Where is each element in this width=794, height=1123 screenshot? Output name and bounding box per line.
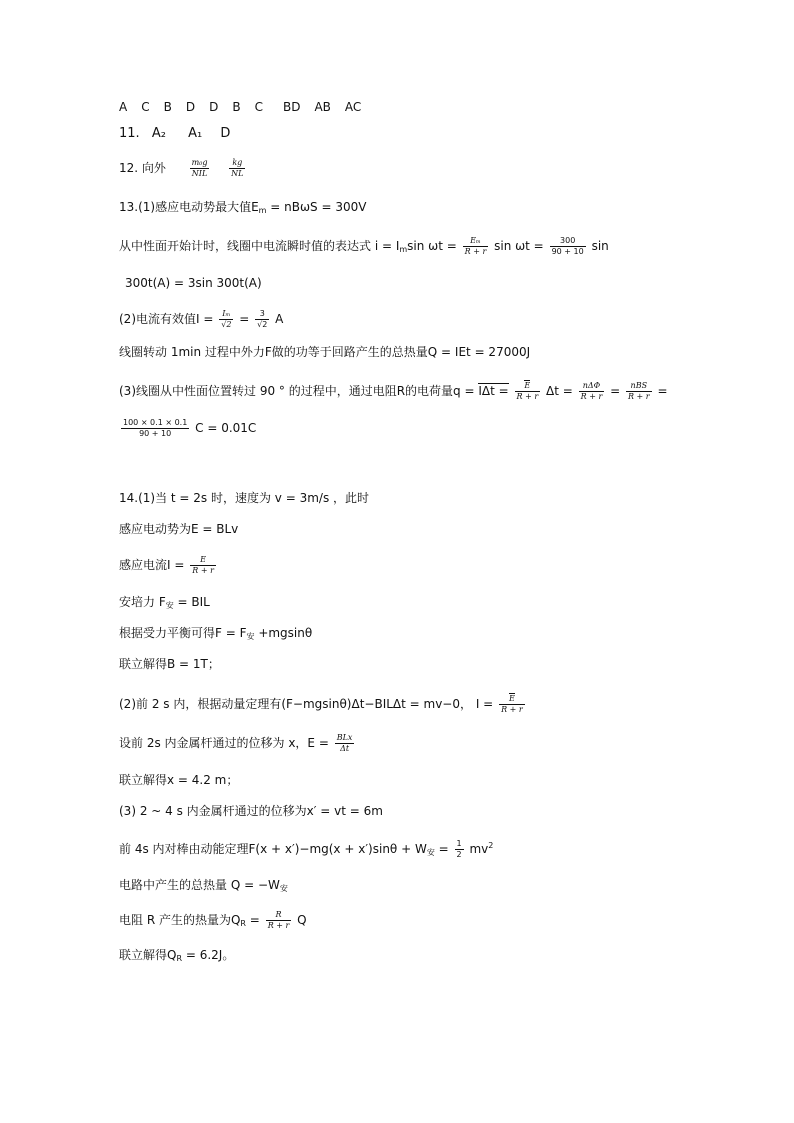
answer-choice: D: [209, 100, 219, 114]
q14-line-5: 根据受力平衡可得$F = F_安 +mgsin\theta$: [119, 626, 313, 641]
answer-choice: A: [119, 100, 128, 114]
answer-choice: B: [232, 100, 241, 114]
q13-line-5: 线圈转动 1min 过程中外力F做的功等于回路产生的总热量Q = IEt = 27000J: [119, 345, 531, 359]
q14-fraction-half: $\frac{1}{2}$: [456, 839, 462, 859]
q14-line-12: 电路中产生的总热量 $Q = -W_安$: [119, 878, 288, 893]
q14-line-14: 联立解得$Q_R = 6.2J$。: [119, 948, 235, 963]
q14-line-2: 感应电动势为E = BLv: [119, 522, 239, 536]
q14-line-9: 联立解得x = 4.2 m；: [119, 773, 239, 787]
q13-line-2: 从中性面开始计时，线圈中电流瞬时值的表达式 $i = I_m\sin$ ωt = $\frac{\text{Eₘ}}{R + r}$ sin ωt = $\frac{300}{90 + 10}$ sin: [119, 236, 609, 256]
q14-line-10: (3) 2 ~ 4 s 内金属杆通过的位移为x′ = vt = 6m: [119, 804, 383, 818]
answer-choice: AC: [344, 100, 362, 114]
answer-choice: BD: [282, 100, 301, 114]
answer-choice: B: [163, 100, 172, 114]
q13-fraction-flux: $\frac{\text{nΔΦ}}{R + r}$: [580, 381, 603, 401]
q13-fraction-300: $\frac{300}{90 + 10}$: [551, 236, 584, 256]
q12-fraction-1: $\frac{\text{m₀g}}{\text{NIL}}$: [191, 158, 208, 178]
q14-line-13: 电阻 R 产生的热量为$Q_R$ = $\frac{R}{R + r}$ Q: [119, 910, 307, 930]
q11-item: A₂: [151, 126, 166, 141]
q13-line-7: $\frac{100 \times 0.1 \times 0.1}{90 + 10}$ C = 0.01C: [123, 418, 257, 438]
q13-fraction-nbs: $\frac{\text{nBS}}{R + r}$: [627, 381, 650, 401]
q13-line-3: 300t(A) = 3sin 300t(A): [125, 276, 262, 290]
q13-fraction-3: $\frac{3}{√2}$: [257, 309, 268, 329]
q13-line-1: 13.(1)感应电动势最大值$E_m = nB\omega S = 300V$: [119, 200, 367, 215]
answer-choice: C: [141, 100, 150, 114]
q12-label: 12. 向外: [119, 161, 166, 175]
q13-fraction-charge: $\frac{100 \times 0.1 \times 0.1}{90 + 10}$: [123, 418, 188, 438]
q14-line-4: 安培力 $F_安$ = BIL: [119, 595, 210, 610]
q14-fraction-emf: $\frac{\text{BLx}}{\Delta t}$: [336, 733, 353, 753]
q14-line-8: 设前 2s 内金属杆通过的位移为 x，E = $\frac{\text{BLx}}{\Delta t}$: [119, 733, 353, 753]
q14-line-7: (2)前 2 s 内，根据动量定理有(F−mgsinθ)Δt−BILΔt = mv−0， I = $\frac{E}{R + r}$: [119, 694, 523, 714]
multiple-choice-answers: [119, 99, 375, 115]
q13-fraction-em: $\frac{\text{Eₘ}}{R + r}$: [464, 236, 487, 256]
q14-line-3: 感应电流I = $\frac{E}{R + r}$: [119, 555, 214, 575]
q14-fraction-heat-share: $\frac{R}{R + r}$: [267, 910, 290, 930]
q14-fraction-avg-current: $\frac{E}{R + r}$: [501, 694, 523, 714]
answer-choice: C: [254, 100, 263, 114]
q14-fraction-current: $\frac{E}{R + r}$: [192, 555, 214, 575]
q13-line-4: (2)电流有效值I = $\frac{\text{Iₘ}}{√2}$ = $\frac{3}{√2}$ A: [119, 309, 284, 329]
answer-choice: AB: [314, 100, 331, 114]
q12-fraction-2: $\frac{kg}{NL}$: [231, 158, 244, 178]
q13-fraction-ebar: $\frac{E}{R + r}$: [516, 381, 539, 401]
q14-line-1: 14.(1)当 t = 2s 时，速度为 v = 3m/s ，此时: [119, 491, 370, 505]
q12-answer: [119, 158, 247, 179]
answer-choice: D: [185, 100, 196, 114]
q11-item: A₁: [188, 126, 203, 141]
q11-item: D: [220, 126, 231, 141]
q13-fraction-im: $\frac{\text{Iₘ}}{√2}$: [221, 309, 232, 329]
q14-line-11: 前 4s 内对棒由动能定理$F(x + x')-mg(x + x')\sin\theta + W_安$ = $\frac{1}{2}$ $mv^2$: [119, 839, 494, 859]
q14-line-6: 联立解得B = 1T；: [119, 657, 220, 671]
q11-answer: [119, 126, 230, 142]
q13-line-6: (3)线圈从中性面位置转过 90 ° 的过程中，通过电阻R的电荷量q = IΔt = $\frac{E}{R + r}$ Δt = $\frac{\text{nΔΦ}}{R + r}$ = $\frac{\text{nBS}}{R + r}$ =: [119, 381, 668, 401]
q11-label: 11.: [119, 126, 140, 141]
